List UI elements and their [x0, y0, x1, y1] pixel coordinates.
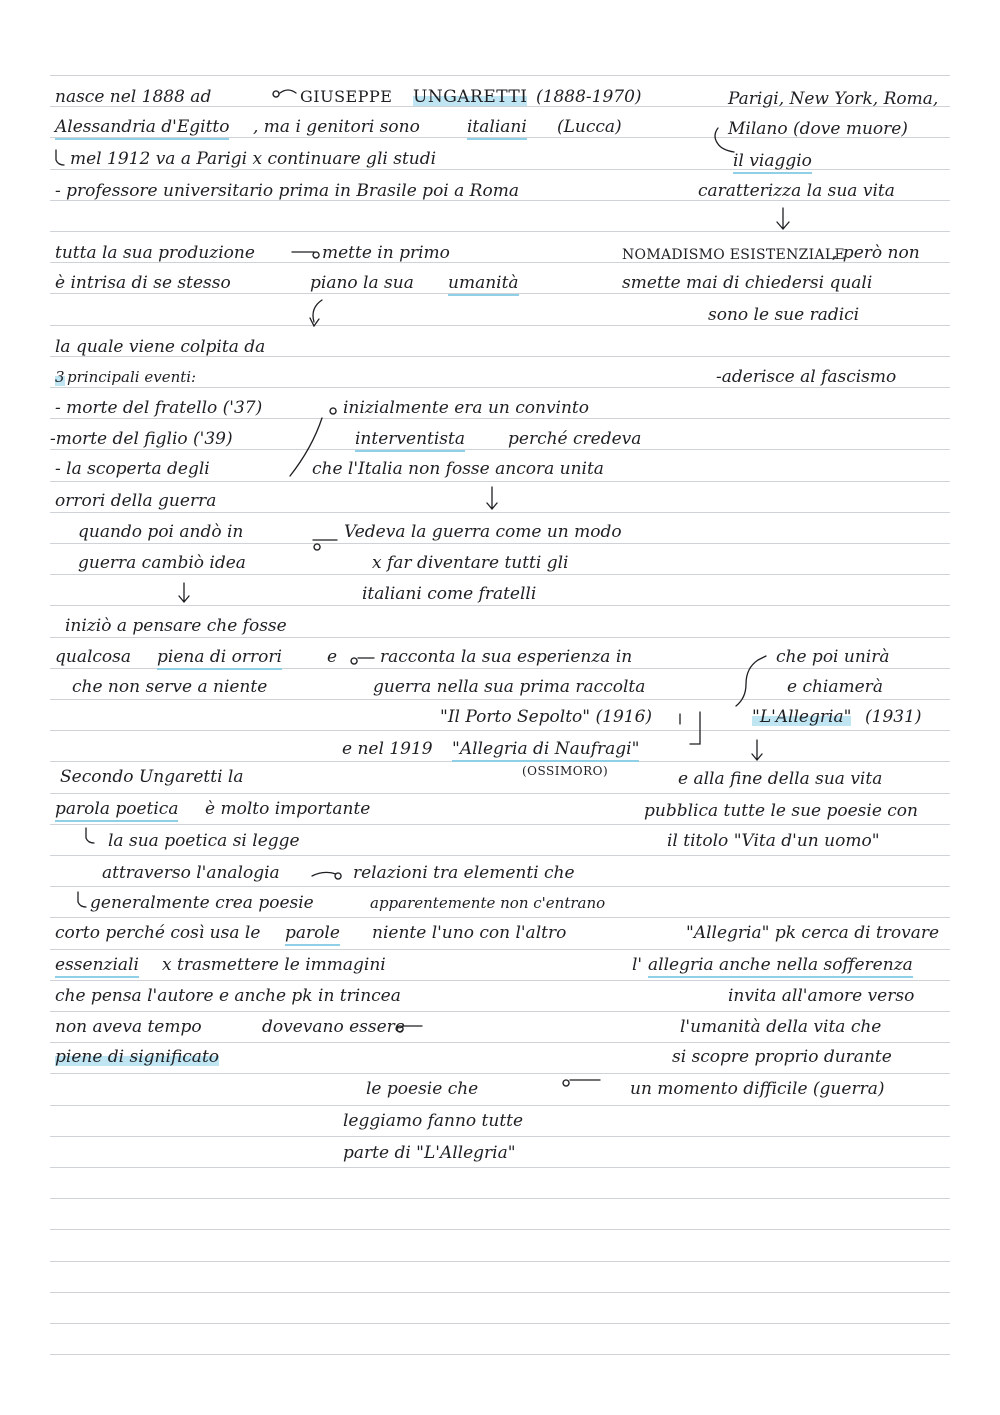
poetics-line7: x trasmettere le immagini [162, 955, 386, 975]
arrow-war-idea [313, 540, 337, 550]
nel-1919: e nel 1919 [342, 739, 433, 759]
relazioni-text: relazioni tra elementi che [353, 863, 575, 883]
fine-line3: il titolo "Vita d'un uomo" [667, 831, 880, 851]
allegria-note-4: l'umanità della vita che [680, 1017, 882, 1037]
poetics-line9: non aveva tempo [55, 1017, 202, 1037]
born-text: nasce nel 1888 ad [55, 87, 212, 107]
fine-line2: pubblica tutte le sue poesie con [644, 801, 918, 821]
production-line2: è intrisa di se stesso [55, 273, 231, 293]
closing-line2: leggiamo fanno tutte [343, 1111, 524, 1131]
arrow-umanita-down [310, 300, 322, 326]
fine-line1: e alla fine della sua vita [678, 769, 883, 789]
poetics-line1: Secondo Ungaretti la [60, 767, 244, 787]
pensare-line2c: e [327, 647, 338, 667]
vedeva-line2: x far diventare tutti gli [372, 553, 569, 573]
production-line2b: piano la sua [310, 273, 414, 293]
allegria-year: (1931) [865, 707, 922, 727]
nomadismo-b: , però non [832, 243, 920, 263]
arrow-to-name [273, 90, 296, 97]
interv-line2: perché credeva [508, 429, 642, 449]
arrow-allegria-note [563, 1080, 600, 1086]
fascismo-text: -aderisce al fascismo [716, 367, 897, 387]
cities-text: Parigi, New York, Roma, [728, 89, 939, 109]
arrow-down-allegria [752, 740, 762, 760]
parola-poetica: parola poetica [55, 798, 178, 822]
parents-text: , ma i genitori sono [253, 117, 420, 137]
viaggio-text: il viaggio [733, 150, 812, 174]
allegria-note-2a: l' [632, 955, 643, 975]
parole: parole [285, 922, 340, 946]
pensare-line2a: qualcosa [55, 647, 132, 667]
parents-italiani: italiani [467, 116, 527, 140]
porto-sepolto: "Il Porto Sepolto" (1916) [440, 707, 653, 727]
production-line1b: mette in primo [322, 243, 450, 263]
caratterizza-text: caratterizza la sua vita [698, 181, 895, 201]
event-horrors-2: orrori della guerra [55, 491, 217, 511]
essenziali: essenziali [55, 954, 139, 978]
allegria-note-3: invita all'amore verso [728, 986, 915, 1006]
name-last: UNGARETTI [413, 87, 528, 107]
hook-poetica [86, 828, 94, 843]
professor-text: - professore universitario prima in Brasile poi a Roma [55, 181, 519, 201]
poetics-line6c: niente l'uno con l'altro [372, 923, 567, 943]
event-horrors-1: - la scoperta degli [55, 459, 210, 479]
umanita: umanità [448, 272, 519, 296]
paris-1912: mel 1912 va a Parigi x continuare gli studi [70, 149, 437, 169]
war-line1: quando poi andò in [78, 522, 244, 542]
poetics-line6a: corto perché così usa le [55, 923, 261, 943]
events-label: principali eventi: [67, 368, 197, 386]
poetics-line2: è molto importante [205, 799, 371, 819]
pensare-line3: che non serve a niente [72, 677, 268, 697]
closing-line1: le poesie che [366, 1079, 479, 1099]
pensare-line1: iniziò a pensare che fosse [65, 616, 287, 636]
unira-text: che poi unirà [776, 647, 890, 667]
piena-di-orrori: piena di orrori [157, 646, 282, 670]
poetics-line9b: dovevano essere [262, 1017, 405, 1037]
brace-unira [736, 656, 766, 706]
events-count: 3 [55, 368, 65, 386]
arrow-down-vedeva [487, 487, 497, 509]
poetics-line5: generalmente crea poesie [90, 893, 314, 913]
arrow-production [292, 252, 319, 258]
production-line1: tutta la sua produzione [55, 243, 255, 263]
smette-text: smette mai di chiedersi quali [622, 273, 873, 293]
arrow-racconta [351, 658, 374, 664]
milano-text: Milano (dove muore) [728, 119, 908, 139]
allegria-sofferenza: allegria anche nella sofferenza [648, 954, 913, 978]
racconta-line2: guerra nella sua prima raccolta [373, 677, 646, 697]
closing-line3: parte di "L'Allegria" [343, 1143, 516, 1163]
allegria-note-1: "Allegria" pk cerca di trovare [686, 923, 940, 943]
allegria-note-5: si scopre proprio durante [672, 1047, 892, 1067]
allegria-naufragi: "Allegria di Naufragi" [452, 738, 639, 762]
chiamera-text: e chiamerà [787, 677, 883, 697]
event-brother: - morte del fratello ('37) [55, 398, 263, 418]
birthplace: Alessandria d'Egitto [55, 116, 229, 140]
interv-line3: che l'Italia non fosse ancora unita [312, 459, 604, 479]
nomadismo: NOMADISMO ESISTENZIALE [622, 247, 846, 263]
life-dates: (1888-1970) [536, 87, 642, 107]
poetics-line8: che pensa l'autore e anche pk in trincea [55, 986, 401, 1006]
interv-line1: inizialmente era un convinto [343, 398, 590, 418]
event-son: -morte del figlio ('39) [50, 429, 233, 449]
arrow-analogia [312, 872, 341, 879]
apparentemente-text: apparentemente non c'entrano [370, 894, 606, 912]
radici-text: sono le sue radici [708, 305, 860, 325]
hook-arrow-1912 [56, 150, 64, 165]
arrow-interv [330, 408, 336, 414]
vedeva-line3: italiani come fratelli [362, 584, 537, 604]
piene-significato: piene di significato [55, 1047, 220, 1067]
events-intro: la quale viene colpita da [55, 337, 266, 357]
poetics-line3: la sua poetica si legge [108, 831, 300, 851]
bracket-raccolte [680, 712, 700, 744]
hook-generalmente [78, 892, 86, 907]
war-line2: guerra cambiò idea [78, 553, 246, 573]
allegria-note-6: un momento difficile (guerra) [630, 1079, 885, 1099]
arrow-down-idea [179, 583, 189, 602]
vedeva-line1: Vedeva la guerra come un modo [344, 522, 622, 542]
parents-lucca: (Lucca) [557, 117, 622, 137]
ossimoro: (OSSIMORO) [522, 764, 609, 778]
name-first: GIUSEPPE [300, 87, 393, 106]
arrow-down-nomadismo [777, 208, 789, 229]
analogia-text: attraverso l'analogia [102, 863, 280, 883]
racconta-line1: racconta la sua esperienza in [380, 647, 633, 667]
allegria-title: "L'Allegria" [752, 707, 852, 727]
interventista: interventista [355, 428, 465, 452]
